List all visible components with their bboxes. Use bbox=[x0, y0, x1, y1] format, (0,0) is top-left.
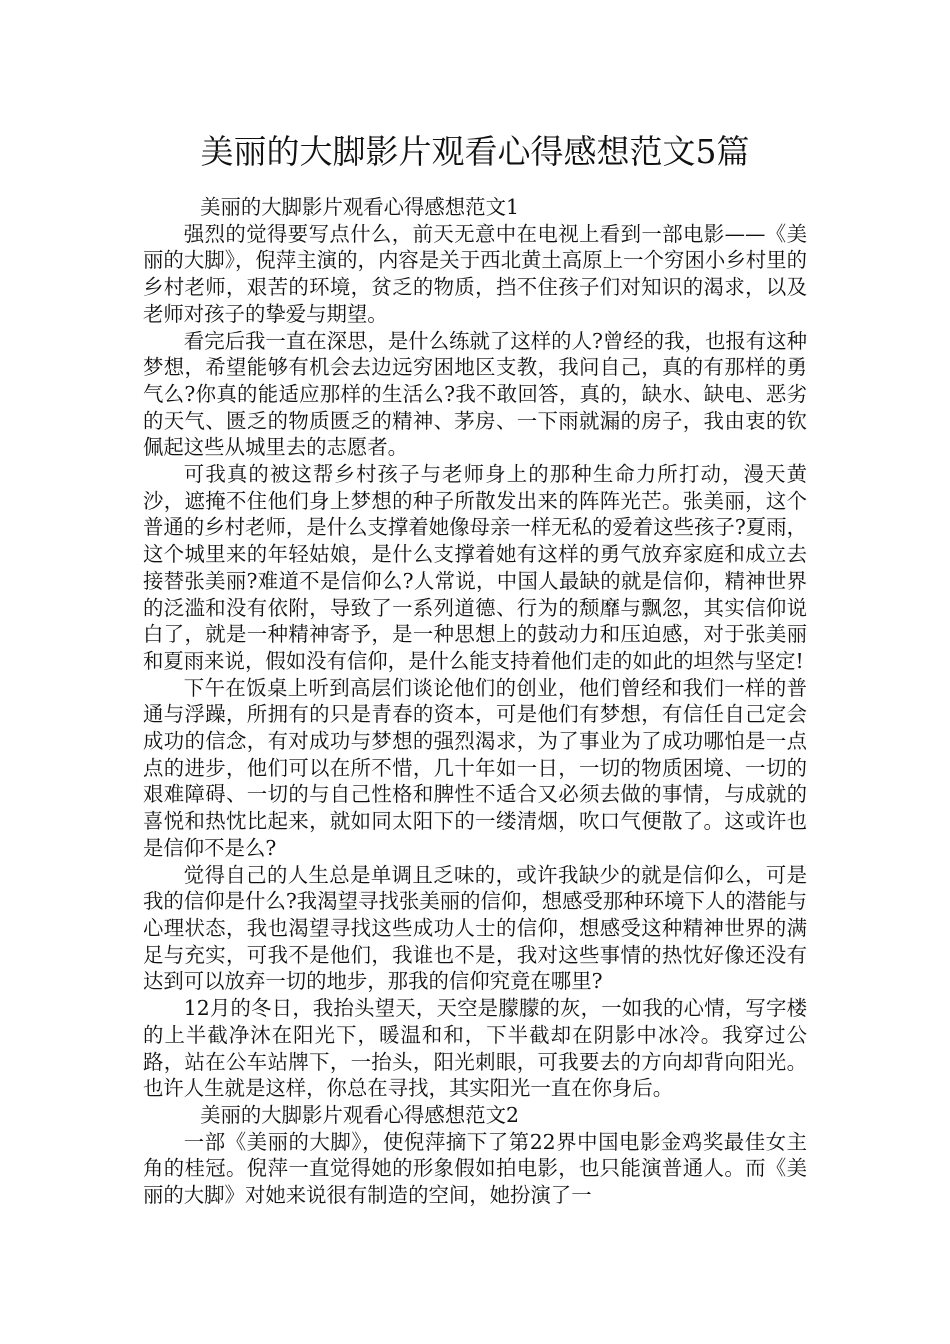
section-1 bbox=[143, 194, 807, 1102]
section-heading: 美丽的大脚影片观看心得感想范文2 bbox=[200, 1102, 519, 1127]
section-heading: 美丽的大脚影片观看心得感想范文1 bbox=[200, 195, 519, 219]
document-page bbox=[143, 0, 807, 1209]
paragraph: 强烈的觉得要写点什么，前天无意中在电视上看到一部电影——《美丽的大脚》，倪萍主演的，内容是关于西北黄土高原上一个穷困小乡村里的乡村老师，艰苦的环境，贫乏的物质，挡不住孩子们对知识的渴求，以及老师对孩子的挚爱与期望。 bbox=[143, 221, 807, 326]
paragraph: 觉得自己的人生总是单调且乏味的，或许我缺少的就是信仰么，可是我的信仰是什么?我渴望寻找张美丽的信仰，想感受那种环境下人的潜能与心理状态，我也渴望寻找这些成功人士的信仰，想感受这种精神世界的满足与充实，可我不是他们，我谁也不是，我对这些事情的热忱好像还没有达到可以放弃一切的地步，那我的信仰究竟在哪里? bbox=[143, 862, 807, 994]
document-title: 美丽的大脚影片观看心得感想范文5篇 bbox=[200, 132, 750, 171]
paragraph: 可我真的被这帮乡村孩子与老师身上的那种生命力所打动，漫天黄沙，遮掩不住他们身上梦想的种子所散发出来的阵阵光芒。张美丽，这个普通的乡村老师，是什么支撑着她像母亲一样无私的爱着这些孩子?夏雨，这个城里来的年轻姑娘，是什么支撑着她有这样的勇气放弃家庭和成立去接替张美丽?难道不是信仰么?人常说，中国人最缺的就是信仰，精神世界的泛滥和没有依附，导致了一系列道德、行为的颓靡与飘忽，其实信仰说白了，就是一种精神寄予，是一种思想上的鼓动力和压迫感，对于张美丽和夏雨来说，假如没有信仰，是什么能支持着他们走的如此的坦然与坚定! bbox=[143, 462, 807, 673]
paragraph: 下午在饭桌上听到高层们谈论他们的创业，他们曾经和我们一样的普通与浮躁，所拥有的只是青春的资本，可是他们有梦想，有信任自己定会成功的信念，有对成功与梦想的强烈渴求，为了事业为了成功哪怕是一点点的进步，他们可以在所不惜，几十年如一日，一切的物质困境、一切的艰难障碍、一切的与自己性格和脾性不适合又必须去做的事情，与成就的喜悦和热忱比起来，就如同太阳下的一缕清烟，吹口气便散了。这或许也是信仰不是么? bbox=[143, 675, 807, 860]
section-2 bbox=[143, 1102, 807, 1209]
paragraph: 12月的冬日，我抬头望天，天空是朦朦的灰，一如我的心情，写字楼的上半截净沐在阳光下，暖温和和，下半截却在阴影中冰冷。我穿过公路，站在公车站牌下，一抬头，阳光刺眼，可我要去的方向却背向阳光。也许人生就是这样，你总在寻找，其实阳光一直在你身后。 bbox=[143, 996, 807, 1101]
paragraph: 看完后我一直在深思，是什么练就了这样的人?曾经的我，也报有这种梦想，希望能够有机会去边远穷困地区支教，我问自己，真的有那样的勇气么?你真的能适应那样的生活么?我不敢回答，真的，缺水、缺电、恶劣的天气、匮乏的物质匮乏的精神、茅房、一下雨就漏的房子，我由衷的钦佩起这些从城里去的志愿者。 bbox=[143, 328, 807, 460]
document-body bbox=[143, 194, 807, 1209]
paragraph: 一部《美丽的大脚》，使倪萍摘下了第22界中国电影金鸡奖最佳女主角的桂冠。倪萍一直觉得她的形象假如拍电影，也只能演普通人。而《美丽的大脚》对她来说很有制造的空间，她扮演了一 bbox=[143, 1129, 807, 1208]
